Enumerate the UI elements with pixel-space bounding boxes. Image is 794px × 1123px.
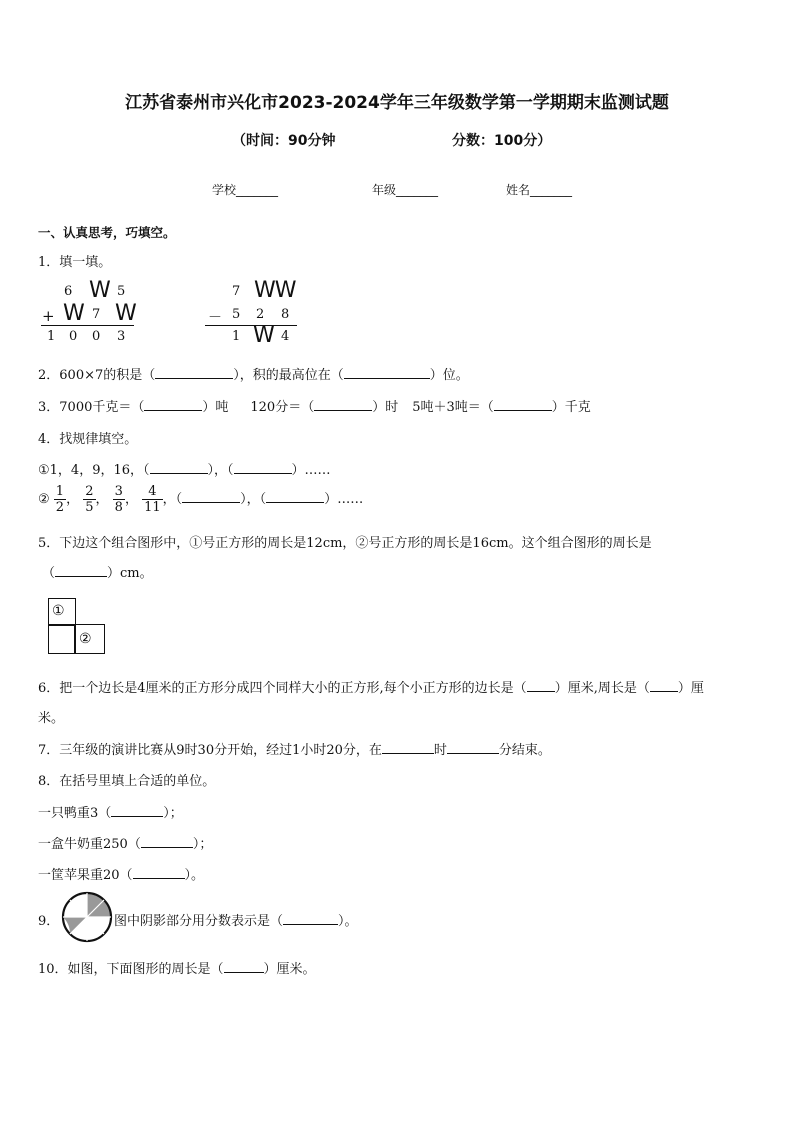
- answer-blank[interactable]: [650, 679, 678, 692]
- add-rule: [41, 325, 134, 326]
- question-2: 2．600×7的积是（ ），积的最高位在（ ）位。: [38, 368, 469, 383]
- unit-line-1: 一只鸭重3（ ）；: [38, 806, 183, 821]
- sequence-2: ② $\frac{1}{2}$ ， $\frac{2}{5}$ ， $\frac{3}{8}$ ， $\frac{4}{11}$ ，（ ），（ ）……: [38, 484, 364, 515]
- question-7: 7．三年级的演讲比赛从9时30分开始，经过1小时20分，在 时 分结束。: [38, 743, 551, 758]
- question-1-label: 1．填一填。: [38, 255, 112, 270]
- answer-blank[interactable]: [266, 490, 324, 503]
- answer-blank[interactable]: [494, 398, 552, 411]
- fraction: $\frac{3}{8}$: [114, 484, 123, 515]
- answer-blank[interactable]: [133, 866, 185, 879]
- question-10: 10．如图，下面图形的周长是（ ）厘米。: [38, 962, 316, 977]
- shaded-circle-figure: [59, 891, 115, 943]
- fraction: $\frac{1}{2}$: [55, 484, 65, 515]
- question-6-cont: 米。: [38, 711, 65, 726]
- fraction: $\frac{4}{11}$: [144, 484, 161, 515]
- answer-blank[interactable]: [141, 835, 193, 848]
- sequence-1: ①1，4，9，16，（ ），（ ）……: [38, 463, 331, 478]
- square-1-label: ①: [52, 603, 65, 619]
- answer-blank[interactable]: [182, 490, 240, 503]
- question-4-label: 4．找规律填空。: [38, 432, 138, 447]
- question-6: 6．把一个边长是4厘米的正方形分成四个同样大小的正方形,每个小正方形的边长是（ ）厘米,周长是（ ）厘: [38, 681, 704, 696]
- sub-unknown: WW: [254, 278, 296, 303]
- answer-blank[interactable]: [447, 741, 499, 754]
- question-5: 5．下边这个组合图形中，①号正方形的周长是12cm，②号正方形的周长是16cm。这个组合图形的周长是: [38, 536, 652, 551]
- answer-blank[interactable]: [527, 679, 555, 692]
- sub-digit: 2: [256, 307, 265, 322]
- add-result-digit: 0: [69, 329, 78, 344]
- square-2-label: ②: [79, 631, 92, 647]
- exam-score: 分数：100分）: [452, 133, 552, 149]
- question-8-label: 8．在括号里填上合适的单位。: [38, 774, 216, 789]
- unit-line-3: 一筐苹果重20（ ）。: [38, 868, 205, 883]
- add-result-digit: 3: [117, 329, 126, 344]
- add-digit: 7: [92, 307, 101, 322]
- add-result-digit: 1: [47, 329, 56, 344]
- answer-blank[interactable]: [234, 461, 292, 474]
- add-unknown: W: [89, 278, 111, 303]
- question-9-number: 9．: [38, 914, 60, 929]
- minus-sign: －: [208, 310, 222, 326]
- answer-blank[interactable]: [344, 366, 430, 379]
- answer-blank[interactable]: [382, 741, 434, 754]
- add-unknown: W: [63, 301, 85, 326]
- add-unknown: W: [115, 301, 137, 326]
- grade-field[interactable]: 年级_______: [372, 183, 439, 197]
- answer-blank[interactable]: [144, 398, 202, 411]
- question-3: 3．7000千克＝（ ）吨 120分＝（ ）时 5吨＋3吨＝（ ）千克: [38, 400, 591, 415]
- sub-unknown: W: [253, 323, 275, 348]
- question-9: 图中阴影部分用分数表示是（ ）。: [114, 914, 358, 929]
- section-heading: 一、认真思考，巧填空。: [38, 225, 176, 240]
- answer-blank[interactable]: [224, 960, 264, 973]
- question-5-answer: （ ）cm。: [42, 566, 153, 581]
- answer-blank[interactable]: [55, 564, 107, 577]
- unit-line-2: 一盒牛奶重250（ ）；: [38, 837, 213, 852]
- answer-blank[interactable]: [155, 366, 233, 379]
- plus-sign: +: [42, 307, 55, 325]
- sub-digit: 7: [232, 284, 241, 299]
- page-title: 江苏省泰州市兴化市2023-2024学年三年级数学第一学期期末监测试题: [125, 93, 669, 113]
- sub-rule: [205, 325, 297, 326]
- answer-blank[interactable]: [150, 461, 208, 474]
- fraction: $\frac{2}{5}$: [85, 484, 94, 515]
- answer-blank[interactable]: [314, 398, 372, 411]
- answer-blank[interactable]: [283, 912, 338, 925]
- sub-digit: 8: [281, 307, 290, 322]
- sub-result-digit: 4: [281, 329, 290, 344]
- exam-time: （时间：90分钟: [232, 133, 336, 149]
- answer-blank[interactable]: [111, 804, 163, 817]
- add-digit: 6: [64, 284, 73, 299]
- school-field[interactable]: 学校_______: [212, 183, 279, 197]
- sub-digit: 5: [232, 307, 241, 322]
- add-result-digit: 0: [92, 329, 101, 344]
- add-digit: 5: [117, 284, 126, 299]
- name-field[interactable]: 姓名_______: [506, 183, 573, 197]
- square-bottom-left: [48, 624, 76, 654]
- sub-result-digit: 1: [232, 329, 241, 344]
